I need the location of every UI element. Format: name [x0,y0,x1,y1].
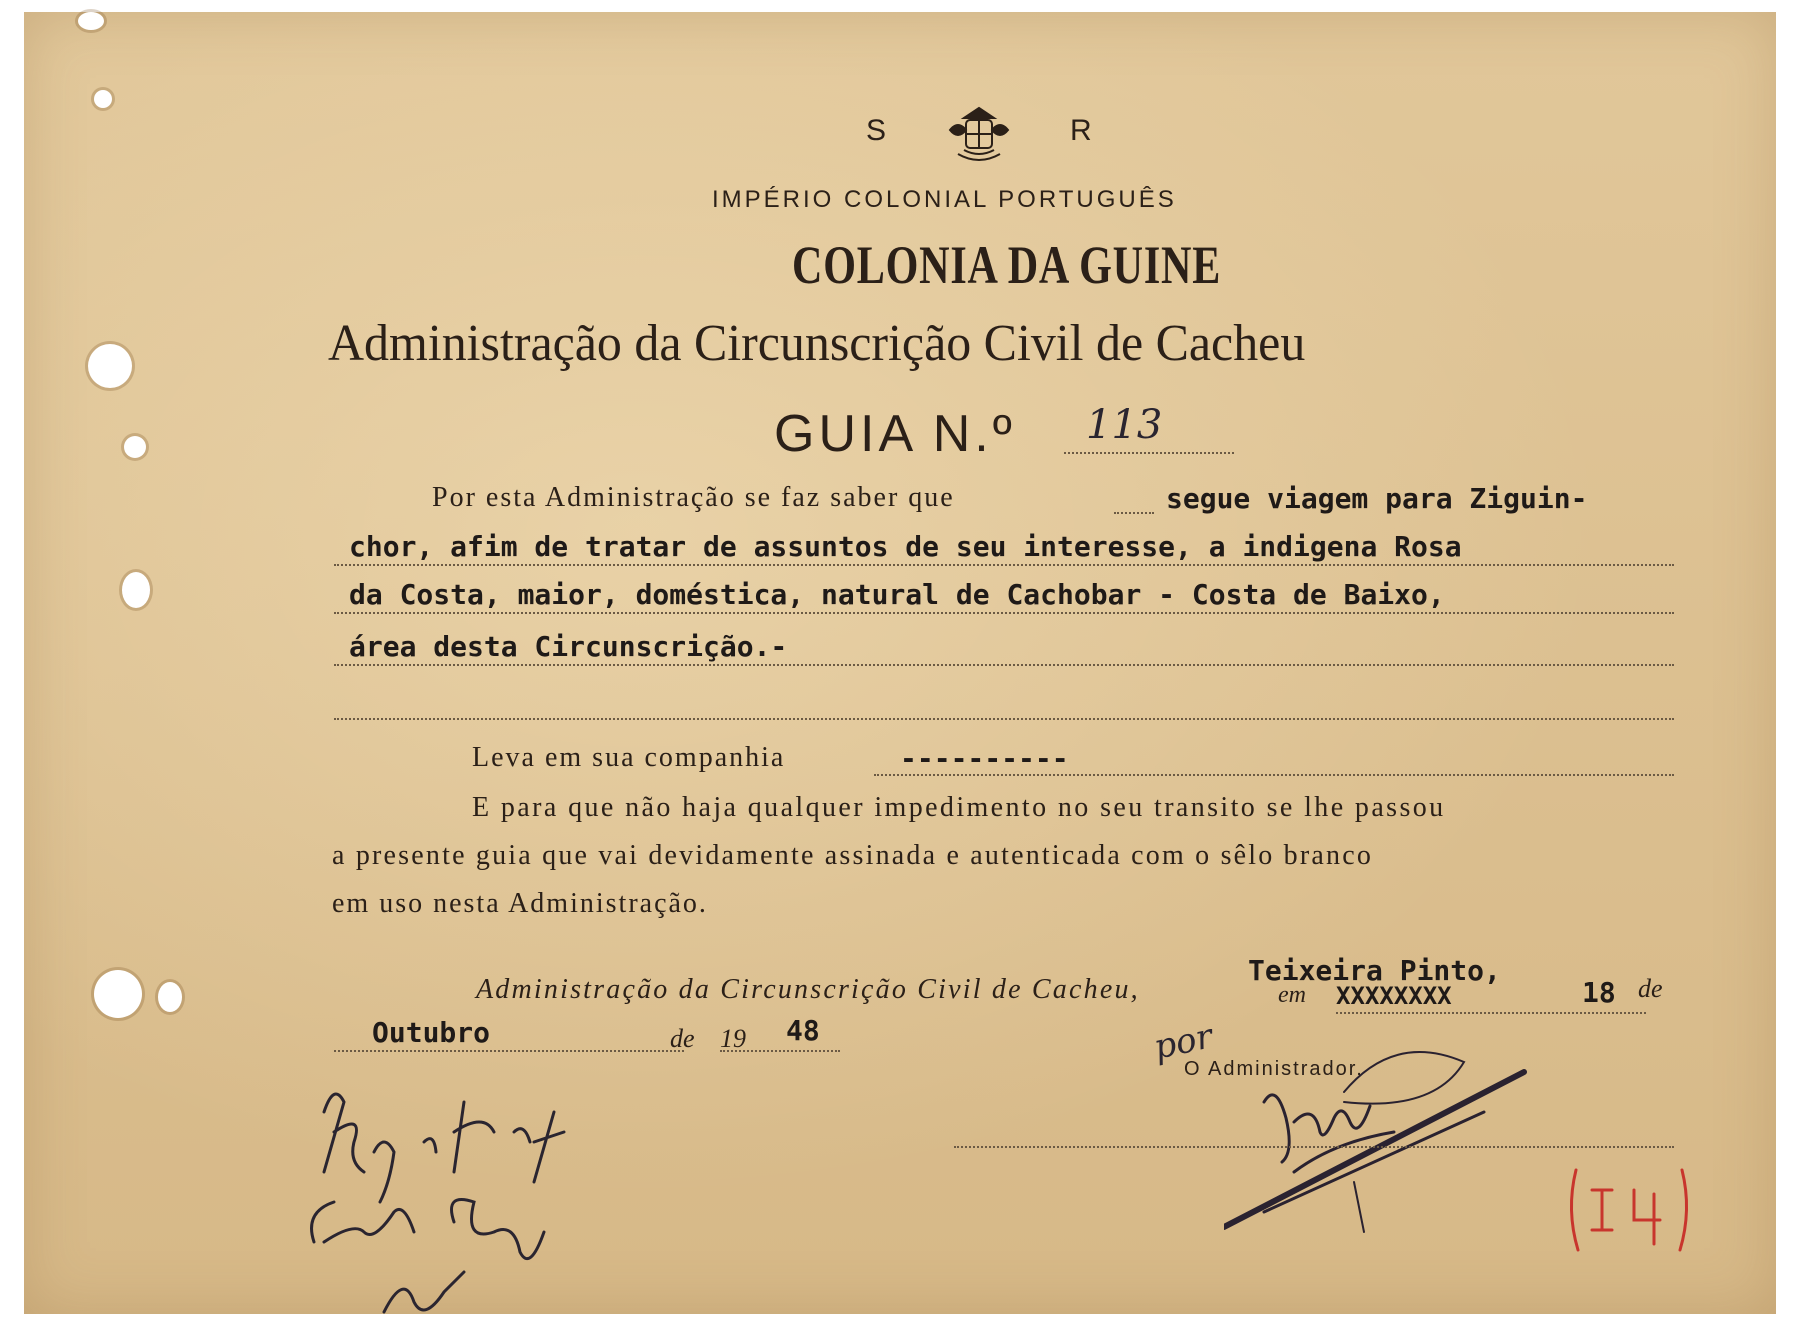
punch-hole [94,90,112,108]
dateline-typed-place: Teixeira Pinto, [1248,954,1501,987]
dateline-year-prefix: 19 [720,1024,746,1053]
typed-line-1: segue viagem para Ziguin- [1166,482,1588,515]
coat-of-arms-emblem [944,100,1014,170]
dateline-em: em [1278,982,1306,1008]
guia-label: GUIA N.º [774,405,1016,463]
dateline-printed-place: Administração da Circunscrição Civil de Cacheu, [476,974,1140,1005]
punch-hole [88,344,132,388]
dateline-month: Outubro [372,1016,491,1049]
dateline-de-1: de [1638,974,1663,1003]
dateline-de-2: de [670,1024,695,1053]
dateline-day-line [1336,1012,1646,1014]
document-sheet [24,12,1776,1314]
administration-heading: Administração da Circunscrição Civil de Cacheu [328,315,1306,372]
punch-hole [158,982,182,1012]
guia-number-line [1064,452,1234,454]
punch-hole [122,572,150,608]
signature-por: por [1150,1016,1217,1068]
companion-label: Leva em sua companhia [472,742,786,773]
guia-number: 113 [1086,402,1163,448]
colony-heading: COLONIA DA GUINE [792,235,1222,295]
dateline-month-line [334,1050,684,1052]
dateline-day: 18 [1582,976,1616,1009]
dateline-struck-out: XXXXXXXX [1336,982,1452,1010]
handwritten-registration-note [294,1072,614,1322]
dotted-line-4 [334,664,1674,666]
typed-line-3: da Costa, maior, doméstica, natural de Cachobar - Costa de Baixo, [349,578,1445,611]
dateline-year-line [720,1050,840,1052]
companion-value: ---------- [900,742,1069,775]
empire-heading: IMPÉRIO COLONIAL PORTUGUÊS [712,186,1177,213]
punch-hole [94,970,142,1018]
punch-hole [124,436,146,458]
closing-line-1: E para que não haja qualquer impedimento no seu transito se lhe passou [472,792,1446,823]
letterhead-r: R [1070,114,1092,147]
red-pencil-mark [1564,1160,1694,1260]
typed-line-2: chor, afim de tratar de assuntos de seu interesse, a indigena Rosa [349,530,1462,563]
intro-dotted-line [1114,512,1154,514]
signature-title: O Administrador, [1184,1058,1364,1080]
dotted-line-2 [334,564,1674,566]
companion-dotted-line [874,774,1674,776]
administrator-signature [1224,1022,1544,1252]
letterhead-s: S [866,114,887,147]
dotted-line-5 [334,718,1674,720]
closing-line-2: a presente guia que vai devidamente assinada e autenticada com o sêlo branco [332,840,1374,871]
dateline-year-suffix: 48 [786,1014,820,1047]
intro-text: Por esta Administração se faz saber que [432,482,955,513]
punch-hole [78,12,104,30]
typed-line-4: área desta Circunscrição.- [349,630,788,663]
dotted-line-3 [334,612,1674,614]
closing-line-3: em uso nesta Administração. [332,888,708,919]
signature-dotted-line [954,1146,1674,1148]
